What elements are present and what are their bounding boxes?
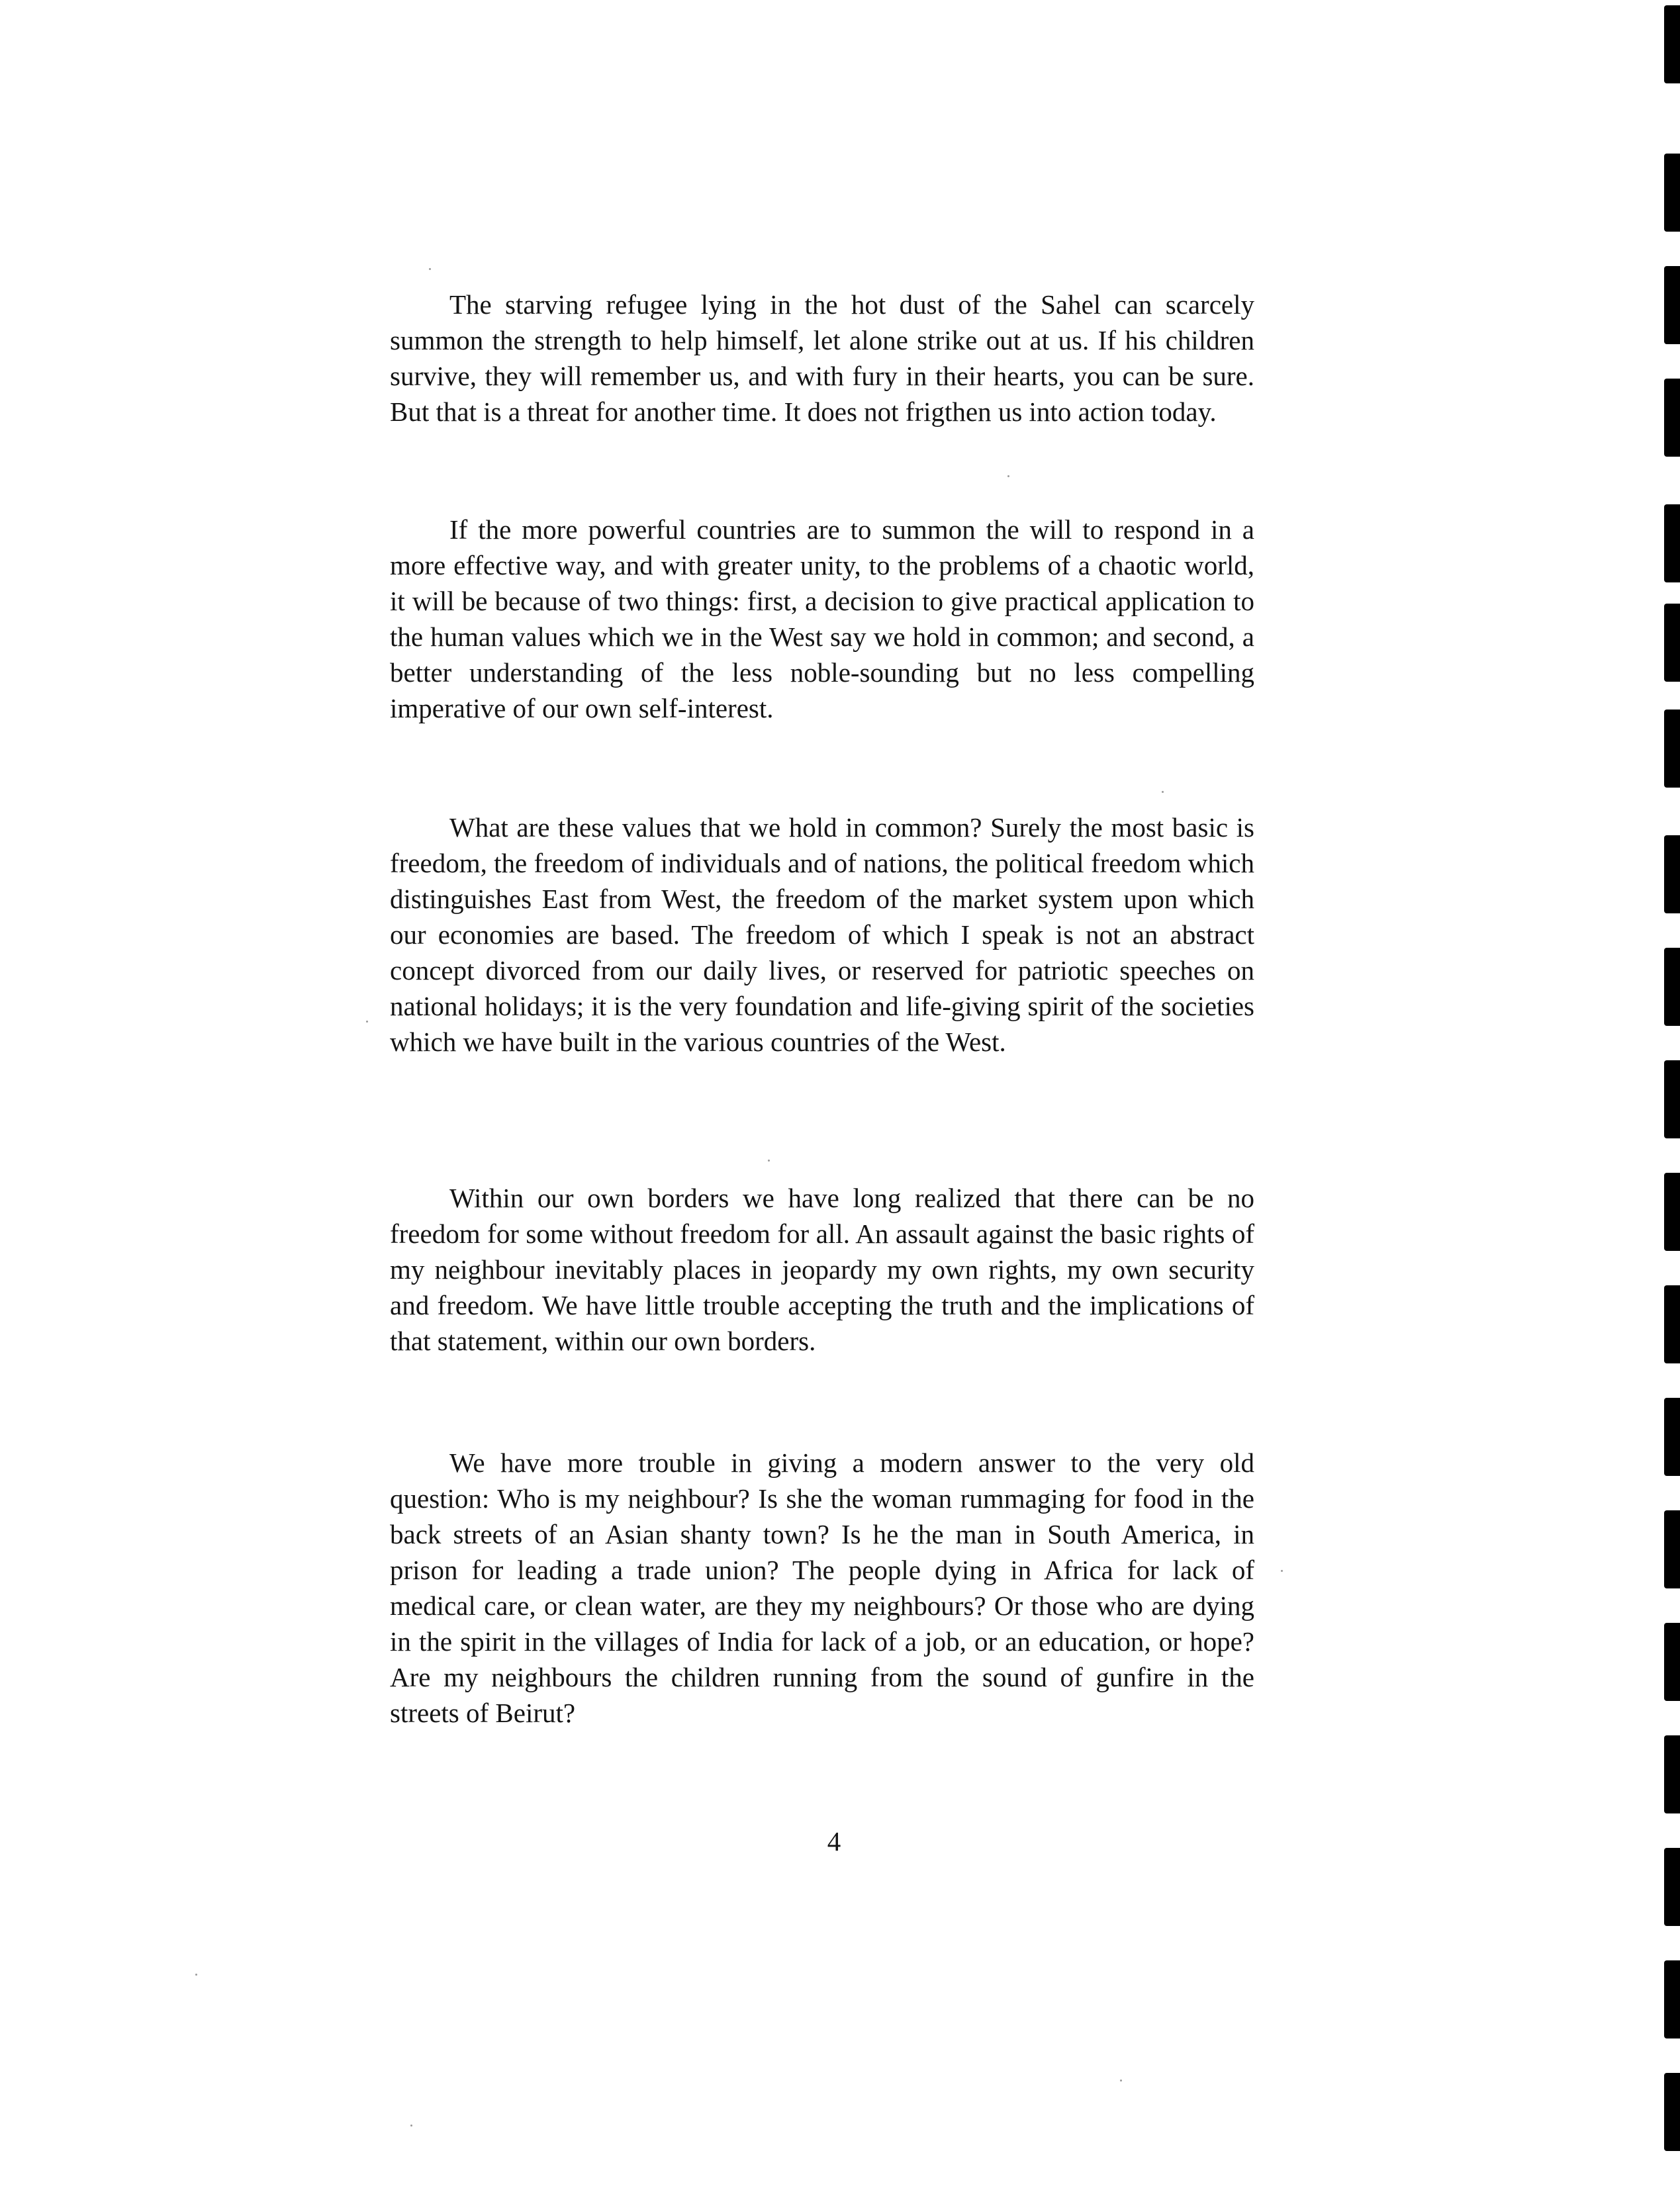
paragraph-4-text: Within our own borders we have long realized that there can be no freedom for some without freedom for all. An assault against the basic rights of my neighbour inevitably places in jeopardy my own rights, my own security and freedom. We have little trouble accepting the truth and the implications of that statement, within our own borders. xyxy=(390,1183,1254,1356)
binding-hole-mark xyxy=(1664,710,1680,788)
paragraph-1-text: The starving refugee lying in the hot dust of the Sahel can scarcely summon the strength to help himself, let alone strike out at us. If his children survive, they will remember us, and with fury in their hearts, you can be sure. But that is a threat for another time. It does not frigthen us into action today. xyxy=(390,289,1254,427)
binding-hole-mark xyxy=(1664,504,1680,582)
binding-hole-mark xyxy=(1664,1173,1680,1251)
binding-hole-mark xyxy=(1664,379,1680,457)
scan-speck xyxy=(429,268,431,270)
scan-speck xyxy=(1120,2080,1122,2082)
scan-speck xyxy=(768,1160,770,1162)
binding-hole-mark xyxy=(1664,1060,1680,1138)
binding-hole-mark xyxy=(1664,1510,1680,1588)
paragraph-2 xyxy=(390,512,1254,726)
scan-speck xyxy=(1162,791,1164,793)
page-number: 4 xyxy=(827,1826,841,1856)
scan-speck xyxy=(195,1974,197,1976)
binding-hole-mark xyxy=(1664,5,1680,83)
binding-hole-mark xyxy=(1664,604,1680,682)
binding-hole-mark xyxy=(1664,835,1680,913)
binding-hole-mark xyxy=(1664,2073,1680,2151)
paragraph-4 xyxy=(390,1180,1254,1359)
binding-hole-mark xyxy=(1664,1960,1680,2038)
binding-hole-mark xyxy=(1664,1285,1680,1363)
binding-hole-mark xyxy=(1664,154,1680,232)
paragraph-5-text: We have more trouble in giving a modern answer to the very old question: Who is my neighbour? Is she the woman rummaging for food in the back streets of an Asian shanty town? Is he the man in South America, in prison for leading a trade union? The people dying in Africa for lack of medical care, or clean water, are they my neighbours? Or those who are dying in the spirit in the villages of India for lack of a job, or an education, or hope? Are my neighbours the children running from the sound of gunfire in the streets of Beirut? xyxy=(390,1447,1254,1728)
binding-hole-mark xyxy=(1664,1735,1680,1813)
scan-speck xyxy=(366,1021,368,1023)
scan-speck xyxy=(410,2125,412,2127)
paragraph-5 xyxy=(390,1445,1254,1731)
binding-hole-mark xyxy=(1664,1398,1680,1476)
paragraph-2-text: If the more powerful countries are to summon the will to respond in a more effective way, and with greater unity, to the problems of a chaotic world, it will be because of two things: first, a decision to give practical application to the human values which we in the West say we hold in common; and second, a better understanding of the less noble-sounding but no less compelling imperative of our own self-interest. xyxy=(390,514,1254,723)
binding-holes xyxy=(1640,0,1680,2198)
paragraph-1 xyxy=(390,287,1254,430)
paragraph-3-text: What are these values that we hold in common? Surely the most basic is freedom, the freedom of individuals and of nations, the political freedom which distinguishes East from West, the freedom of the market system upon which our economies are based. The freedom of which I speak is not an abstract concept divorced from our daily lives, or reserved for patriotic speeches on national holidays; it is the very foundation and life-giving spirit of the societies which we have built in the various countries of the West. xyxy=(390,812,1254,1057)
binding-hole-mark xyxy=(1664,1848,1680,1926)
binding-hole-mark xyxy=(1664,266,1680,344)
binding-hole-mark xyxy=(1664,948,1680,1026)
paragraph-3 xyxy=(390,809,1254,1060)
binding-hole-mark xyxy=(1664,1623,1680,1701)
scan-speck xyxy=(1281,1570,1283,1572)
scan-speck xyxy=(1007,475,1009,477)
